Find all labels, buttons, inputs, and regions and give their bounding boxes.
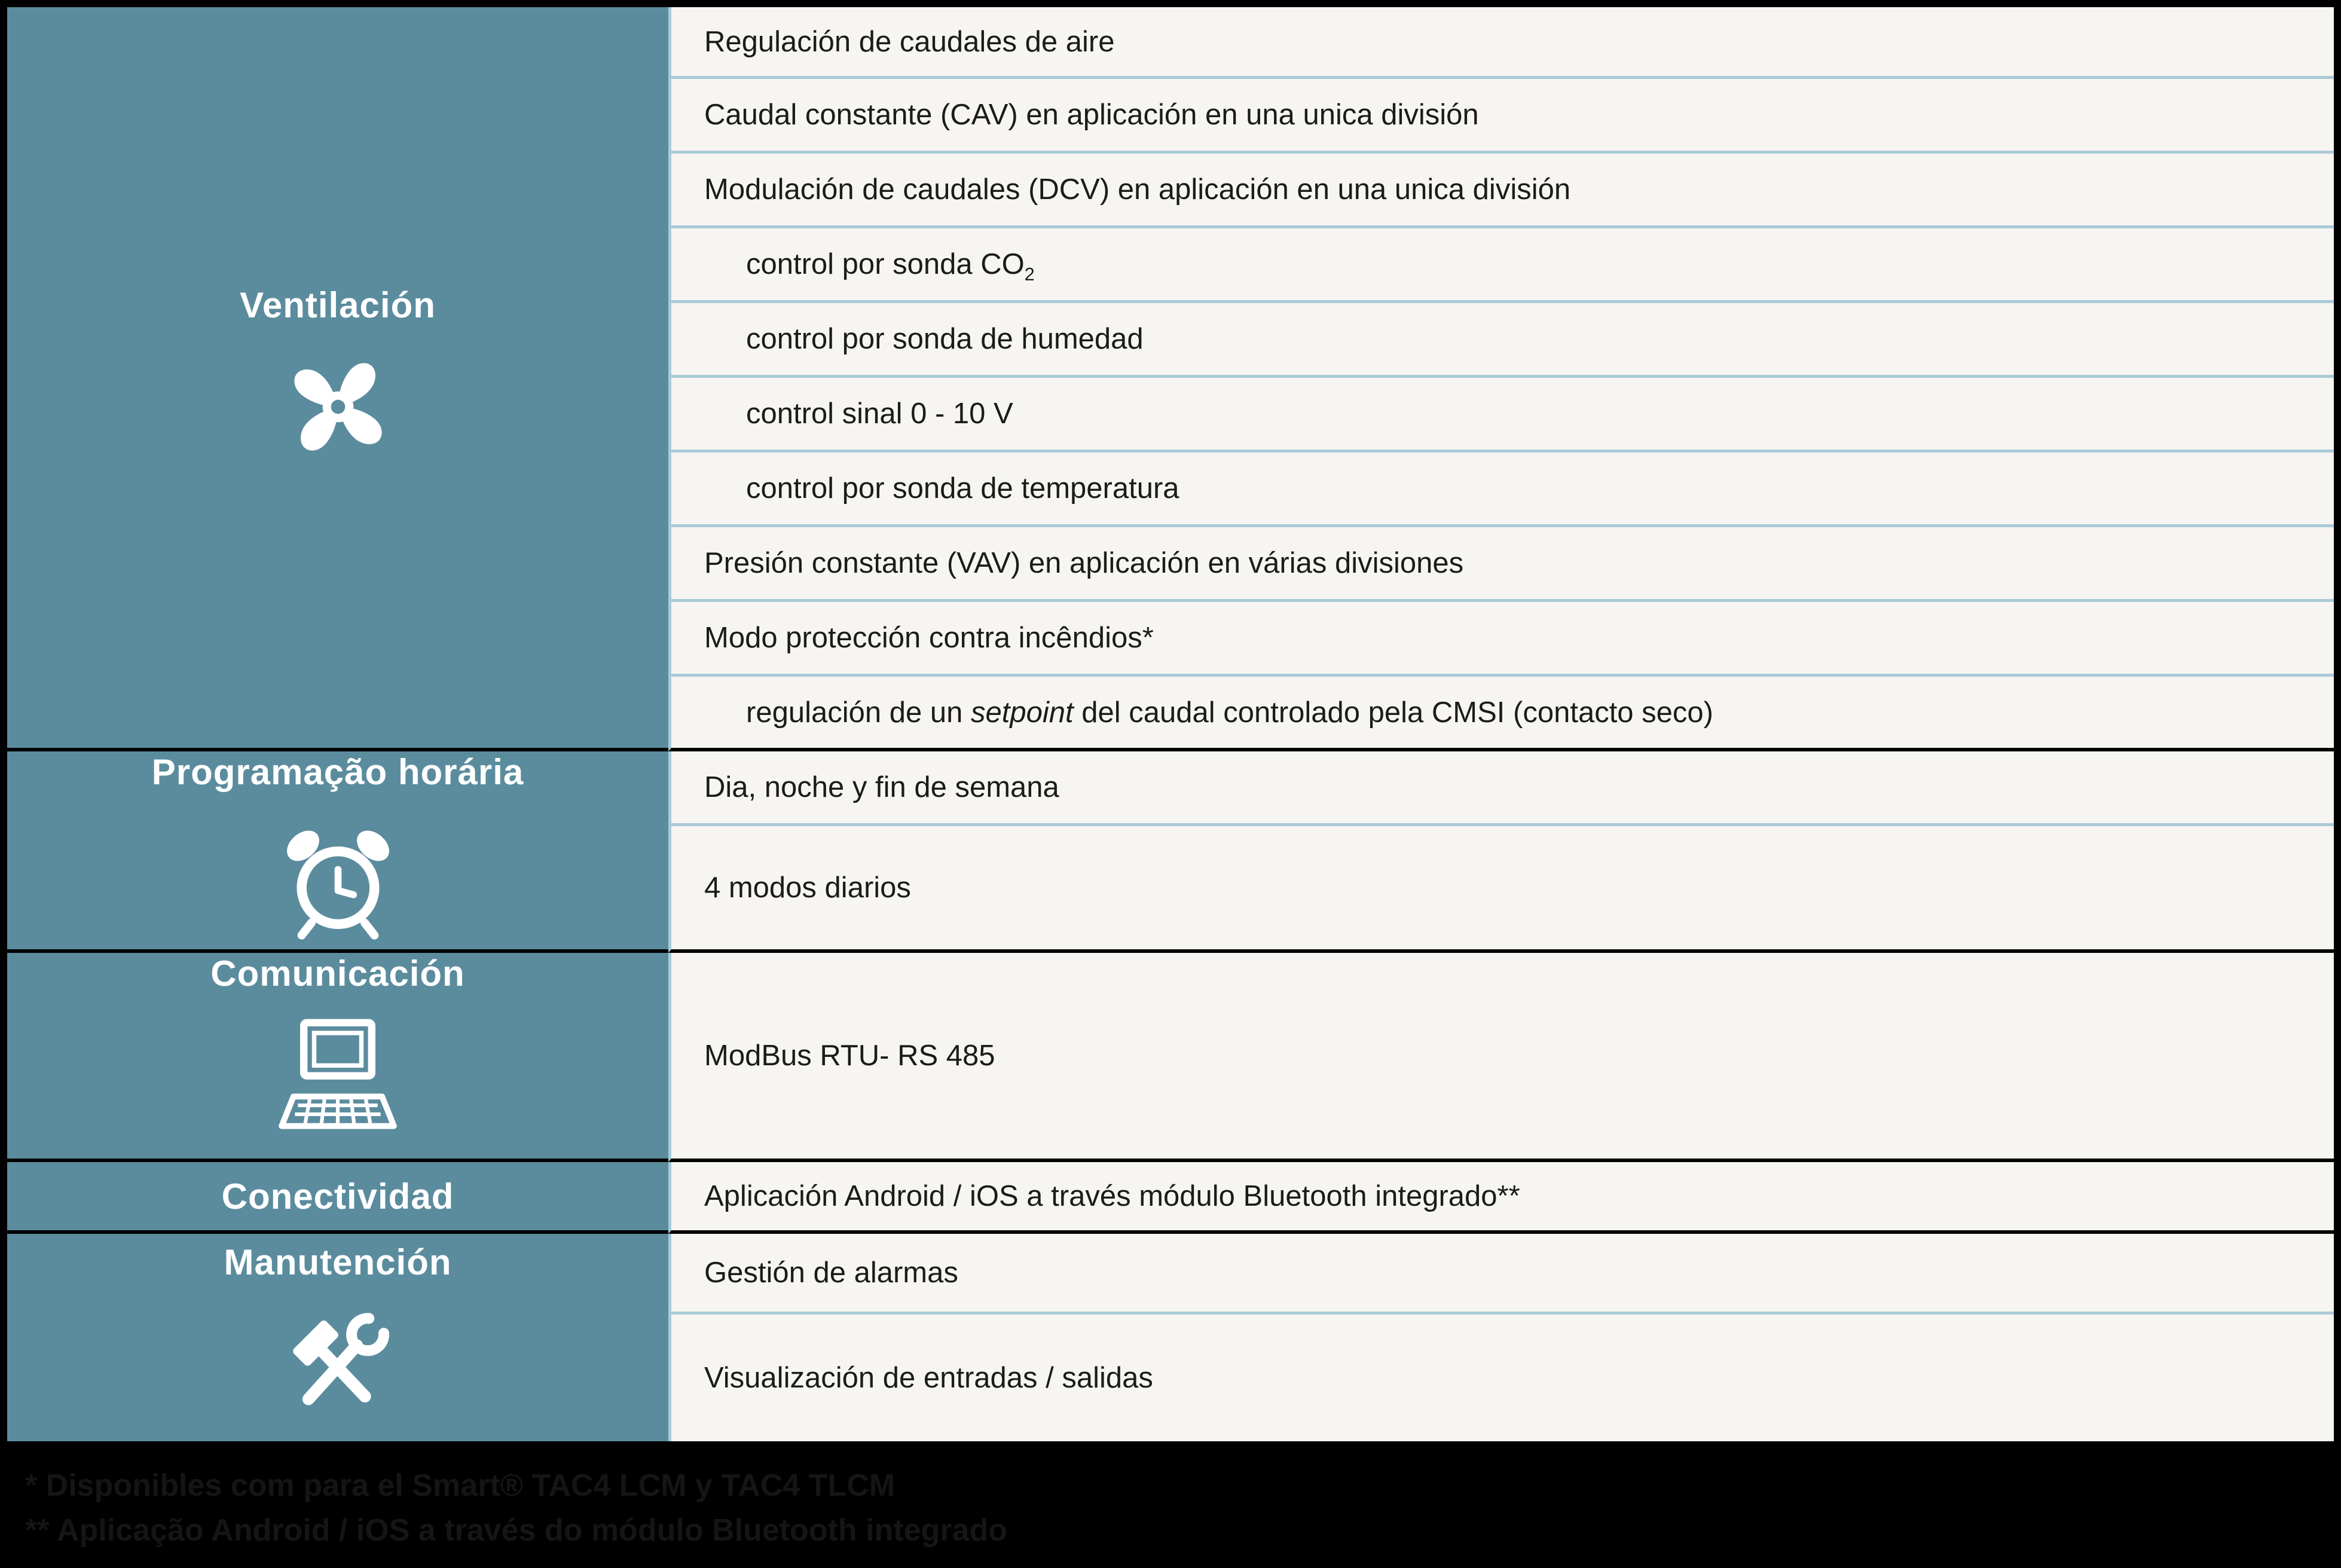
feature-row-modo-proteccion-incendios (668, 602, 2334, 677)
feature-text: control por sonda de humedad (746, 323, 1144, 355)
feature-text: Modo protección contra incêndios* (704, 622, 1154, 654)
features-table (7, 7, 2334, 1441)
feature-text: Caudal constante (CAV) en aplicación en una unica división (704, 99, 1479, 131)
category-label-ventilacion: Ventilación (240, 285, 436, 325)
feature-text: control por sonda de temperatura (746, 472, 1179, 505)
tools-icon (271, 1300, 405, 1434)
feature-row-modbus-rtu-rs485 (668, 953, 2334, 1162)
category-cell-ventilacion (7, 7, 668, 751)
feature-text: control sinal 0 - 10 V (746, 398, 1013, 430)
feature-text: Regulación de caudales de aire (704, 25, 1115, 58)
category-cell-manutencion (7, 1234, 668, 1441)
setpoint-italic: setpoint (970, 696, 1074, 729)
category-cell-comunicacion (7, 953, 668, 1162)
feature-row-control-sinal-0-10v (668, 378, 2334, 453)
feature-text: Modulación de caudales (DCV) en aplicación en una unica división (704, 173, 1571, 206)
feature-text: Presión constante (VAV) en aplicación en várias divisiones (704, 547, 1464, 579)
feature-row-control-sonda-temperatura (668, 453, 2334, 527)
co2-subscript: 2 (1024, 264, 1035, 285)
feature-text (746, 247, 1035, 285)
fan-icon (274, 343, 402, 471)
feature-row-control-sonda-humedad (668, 303, 2334, 378)
feature-row-caudal-constante-cav (668, 79, 2334, 154)
feature-row-regulacion-setpoint-cmsi (668, 677, 2334, 751)
feature-text-post: del caudal controlado pela CMSI (contacto seco) (1073, 696, 1713, 729)
feature-row-presion-constante-vav (668, 527, 2334, 602)
feature-text: Aplicación Android / iOS a través módulo Bluetooth integrado** (704, 1180, 1520, 1212)
feature-text: Visualización de entradas / salidas (704, 1362, 1153, 1394)
category-label-programacao-horaria: Programação horária (151, 752, 524, 792)
category-cell-programacao-horaria (7, 751, 668, 953)
feature-row-aplicacion-android-ios-bluetooth (668, 1162, 2334, 1234)
feature-text: Gestión de alarmas (704, 1257, 958, 1289)
category-label-comunicacion: Comunicación (210, 953, 465, 994)
category-label-manutencion: Manutención (224, 1242, 452, 1282)
computer-icon (263, 1011, 412, 1159)
feature-row-4-modos-diarios (668, 826, 2334, 953)
feature-row-control-sonda-co2 (668, 228, 2334, 303)
feature-text: 4 modos diarios (704, 872, 911, 904)
category-label-conectividad: Conectividad (221, 1176, 454, 1217)
feature-row-gestion-alarmas (668, 1234, 2334, 1315)
feature-text-main: control por sonda CO (746, 248, 1025, 280)
category-cell-conectividad (7, 1162, 668, 1234)
feature-row-regulacion-caudales (668, 7, 2334, 79)
feature-row-visualizacion-entradas-salidas (668, 1315, 2334, 1441)
feature-text: Dia, noche y fin de semana (704, 771, 1059, 803)
footnote-2: ** Aplicação Android / iOS a través do módulo Bluetooth integrado (25, 1513, 1007, 1548)
feature-row-dia-noche-fin-semana (668, 751, 2334, 826)
footnotes (25, 1463, 1007, 1554)
feature-text (746, 696, 1713, 729)
feature-text-pre: regulación de un (746, 696, 971, 729)
footnote-1: * Disponibles com para el Smart® TAC4 LCM y TAC4 TLCM (25, 1468, 896, 1503)
feature-text: ModBus RTU- RS 485 (704, 1040, 995, 1072)
feature-row-modulacion-dcv (668, 154, 2334, 228)
alarm-clock-icon (268, 809, 408, 949)
